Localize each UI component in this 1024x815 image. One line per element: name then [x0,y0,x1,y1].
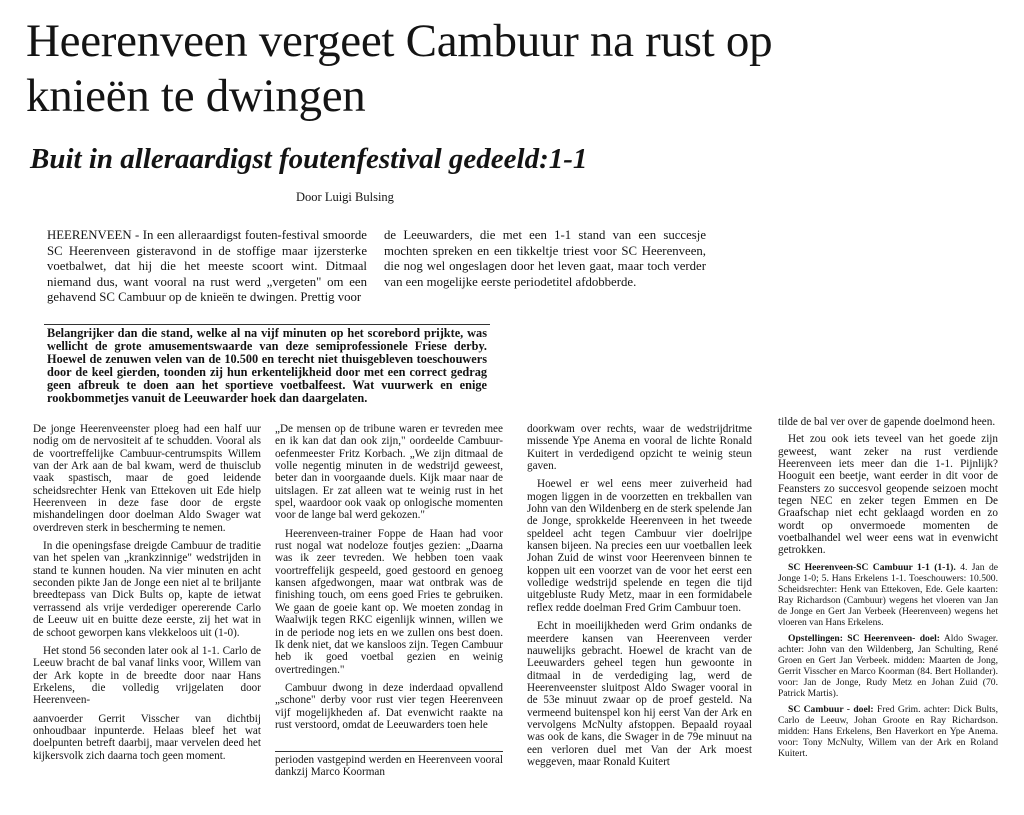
column-4-paragraph: tilde de bal ver over de gapende doelmond heen. [778,416,996,428]
subheadline: Buit in alleraardigst foutenfestival gedeeld:1-1 [30,143,588,175]
column-2 [275,423,503,748]
column-2-paragraph: „De mensen op de tribune waren er tevreden mee en ik kan dat dan ook zijn," oordeelde Cambuur-oefenmeester Fritz Korbach. „We zijn ditmaal de volle negentig minuten in de wedstrijd geweest, beter dan in voorgaande duels. Kijk maar naar de uitslagen. Er zat alleen wat te weinig rust in het spel, waardoor ook vaak op onlogische momenten voor de lange bal werd gekozen." [275,423,503,522]
column-3-paragraph: doorkwam over rechts, waar de wedstrijdritme missende Ype Anema en vooral de lichte Ronald Kuitert in verdedigend opzicht te weinig steun gaven. [527,423,752,473]
column-1-paragraph: Het stond 56 seconden later ook al 1-1. Carlo de Leeuw bracht de bal vanaf links voor, Willem van der Ark kopte in de breedte door naar Hans Erkelens, die volledig vrijgelaten door Heerenveen- [33,644,261,707]
lineup-heerenveen [778,633,998,699]
score-details: 4. Jan de Jonge 1-0; 5. Hans Erkelens 1-1. Toeschouwers: 10.500. Scheidsrechter: Henk van Ettekoven, Ede. Gele kaarten: Ray Richardson (Cambuur) wegens het vloeren van Jan de Jonge en Gert Jan Verbeek (Heerenveen) wegens het vloeren van Hans Erkelens. [778,561,998,628]
column-2-continuation: perioden vastgepind werden en Heerenveen vooral dankzij Marco Koorman [275,754,503,779]
score-label: SC Heerenveen-SC Cambuur 1-1 (1-1). [788,561,956,573]
lead-paragraph: Belangrijker dan die stand, welke al na vijf minuten op het scorebord prijkte, was wellicht de grote amusementswaarde van deze semiprofessionele Friese derby. Hoewel de zenuwen velen van de 10.500 en terecht niet thuisgebleven toeschouwers door de keel gierden, toonden zij hun erkentelijkheid door met een correct gedrag geen afbreuk te doen aan het sportieve voetbalfeest. Wat vuurwerk en enige rookbommetjes vanuit de Leeuwarder hoek dan daargelaten. [47,327,487,405]
lineup-heerenveen-text: Aldo Swager. achter: John van den Wildenberg, Jan Schulting, René Groen en Gert Jan Verbeek. midden: Maarten de Jong, Gerrit Visscher en Marco Koorman (84. Bert Hollander). voor: Jan de Jonge, Rudy Metz en Johan Zuid (70. Patrick Martis). [778,632,998,699]
lead-divider [44,324,490,325]
column-3-paragraph: Echt in moeilijkheden werd Grim ondanks de meerdere kansen van Heerenveen verder nauwelijks gebracht. Hoewel de kracht van de Leeuwarders geheel tegen hun gewoonte in ditmaal in de verdediging lag, werd de Heerenveenster sluitpost Aldo Swager vooral in de 53e minuut zwaar op de proef gesteld. Na vermeend buitenspel kon hij eerst Van der Ark en vervolgens McNulty afstoppen. Bepaald royaal was ook de kans, die Swager in de 79e minuut na een verloren duel met Van der Ark moest weggeven, maar Ronald Kuitert [527,620,752,768]
column-3-paragraph: Hoewel er wel eens meer zuiverheid had mogen liggen in de voorzetten en trekballen van John van den Wildenberg en de sterk spelende Jan de Jonge, sprokkelde Heerenveen in het tweede speldeel acht tegen Cambuur vier doelrijpe kansen bijeen. Na precies een uur voetballen leek Johan Zuid de winst voor Heerenveen binnen te koppen uit een voorzet van de voor het eerst een volledige wedstrijd spelende en tegen die tijd uitgebluste Rudy Metz, maar in een formidabele reflex redde doelman Fred Grim Cambuur toen. [527,478,752,614]
column-2-paragraph: Heerenveen-trainer Foppe de Haan had voor rust nogal wat nodeloze foutjes gezien: „Daarna was ik zeer tevreden. We hebben toen vaak voortreffelijk gespeeld, goed gestoord en genoeg kansen afgedwongen, maar wat ontbrak was de finishing touch, om eens goed Fries te gebruiken. We gaan de goeie kant op. We moeten zondag in Waalwijk tegen RKC eigenlijk winnen, willen we in de periode nog iets en we zullen ons best doen. Ik denk niet, dat we kansloos zijn. Tegen Cambuur heb ik goed voetbal gezien en weinig overtredingen." [275,527,503,676]
score-summary [778,562,998,628]
intro-right: de Leeuwarders, die met een 1-1 stand van een succesje mochten spreken en een tikkeltje triest voor SC Heerenveen, die nog wel ongeslagen door het leven gaat, maar toch verder van een mogelijke eerste periodetitel afdobberde. [384,228,706,289]
column-2-paragraph: Cambuur dwong in deze inderdaad opvallend „schone" derby voor rust vier tegen Heerenveen vijf mogelijkheden af. Dat evenwicht raakte na rust verstoord, omdat de Leeuwarders toen hele [275,681,503,731]
column-1-paragraph: aanvoerder Gerrit Visscher van dichtbij onhoudbaar inpunterde. Helaas bleef het wat doelpunten betreft daarbij, maar vervelen deed het kijkersvolk zich daarna toch geen moment. [33,712,261,762]
lineup-heerenveen-label: Opstellingen: SC Heerenveen- doel: [788,632,940,644]
column-1 [33,423,261,783]
headline: Heerenveen vergeet Cambuur na rust op knieën te dwingen [26,15,773,122]
lineup-cambuur-label: SC Cambuur - doel: [788,703,874,715]
lineup-cambuur [778,704,998,759]
column-4-paragraph: Het zou ook iets teveel van het goede zijn geweest, want zeker na rust verdiende Heerenveen iets meer dan die 1-1. Pijnlijk? Hooguit een beetje, want eerder in dit voor de Feansters zo succesvol geopende seizoen mocht tegen NEC en zeker tegen Emmen en De Graafschap niet echt geklaagd worden en zo wordt op onvermoede momenten de voetbalhandel wel weer eens wat in evenwicht getrokken. [778,433,998,557]
column-3 [527,423,752,783]
byline: Door Luigi Bulsing [296,190,394,204]
column-1-paragraph: De jonge Heerenveenster ploeg had een half uur nodig om de nervositeit af te schudden. Vooral als de voortreffelijke Cambuur-centrumspits Willem van der Ark aan de bal kwam, werd de thuisclub vaak spastisch, maar de goed leidende scheidsrechter Henk van Ettekoven uit Ede hielp Heerenveen in deze fase door de ergste mishandelingen door doelman Aldo Swager wat overdreven sterk in bescherming te nemen. [33,423,261,534]
column-4 [778,416,998,786]
column-1-paragraph: In die openingsfase dreigde Cambuur de traditie van het spelen van „krankzinnige" wedstrijden in stand te kunnen houden. Na vier minuten en acht seconden pikte Jan de Jonge een niet al te briljante breedtepass van Dick Bults op, kapte de ietwat verrassend als vrije verdediger opererende Carlo de Leeuw uit en buitte deze eerste, zij het wat in de schoot geworpen kans vlekkeloos uit (1-0). [33,540,261,639]
lineup-cambuur-text: Fred Grim. achter: Dick Bults, Carlo de Leeuw, Johan Groote en Ray Richardson. midden: Hans Erkelens, Ben Haverkort en Ype Anema. voor: Tony McNulty, Willem van der Ark en Roland Kuitert. [778,703,998,759]
intro-left: HEERENVEEN - In een alleraardigst fouten-festival smoorde SC Heerenveen gisteravond in de stoffige maar ijzersterke voetbalwet, dat hij die het meeste scoort wint. Ditmaal niemand dus, want vooral na rust werd „vergeten" om een gehavend SC Cambuur op de knieën te dwingen. Prettig voor [47,228,367,305]
column-2-divider [275,751,503,752]
